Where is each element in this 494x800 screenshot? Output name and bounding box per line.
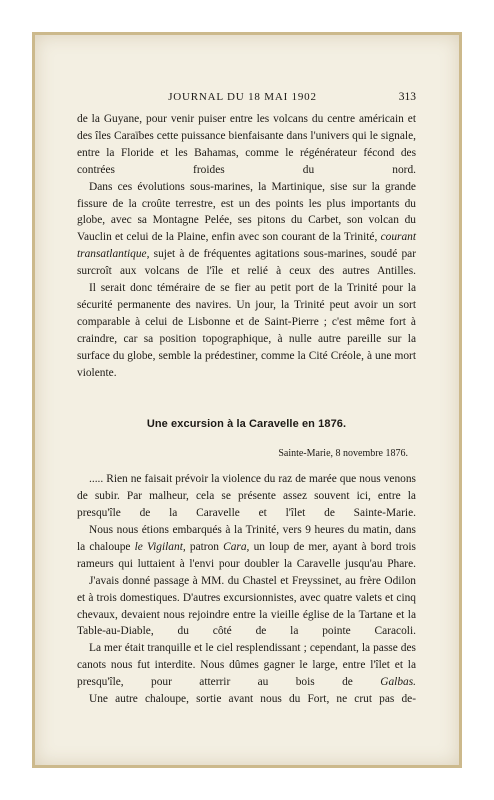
paragraph: de la Guyane, pour venir puiser entre les volcans du centre américain et des îles Caraïbes cette puissance bienfaisante dans l'univers qui le signale, entre la Floride et les Bahamas, comme le régénérateur fécond des contrées froides du nord. — [77, 113, 416, 176]
running-head — [69, 91, 416, 107]
paragraph-text: sujet à de fréquentes agitations sous-marines, soudé par surcroît aux volcans de l'île et relié à ceux des autres Antilles. — [77, 248, 416, 278]
body-text — [77, 111, 416, 708]
paragraph: J'avais donné passage à MM. du Chastel et Freyssinet, au frère Odilon et à trois domestiques. D'autres excursionnistes, avec quatre valets et cinq chevaux, devaient nous rejoindre entre la vieille église de la Tartane et la Table-au-Diable, du côté de la pointe Caracoli. — [77, 574, 416, 638]
paragraph-text: un loup de mer, ayant à bord trois rameurs qui luttaient à l'envi pour doubler la Caravelle jusqu'au Phare. — [77, 540, 416, 570]
dateline: Sainte-Marie, 8 novembre 1876. — [278, 448, 408, 460]
paragraph — [77, 522, 416, 573]
paragraph: Il serait donc téméraire de se fier au petit port de la Trinité pour la sécurité permanente des navires. Un jour, la Trinité peut avoir un sort comparable à celui de Lisbonne et de Saint-Pierre ; c'est même fort à craindre, car sa position topographique, à nulle autre pareille sur la surface du globe, semble la prédestiner, comme la Cité Créole, à une mort violente. — [77, 282, 416, 379]
paragraph-text: patron — [189, 540, 219, 553]
boat-name: le Vigilant, — [134, 540, 186, 553]
captain-name: Cara, — [223, 540, 250, 553]
running-title: JOURNAL DU 18 MAI 1902 — [168, 91, 317, 103]
section-title: Une excursion à la Caravelle en 1876. — [146, 417, 347, 430]
italic-text: courant transatlantique, — [77, 231, 416, 261]
place-name: Galbas. — [380, 676, 416, 689]
paragraph-text: La mer était tranquille et le ciel resplendissant ; cependant, la passe des canots nous fut interdite. Nous dûmes gagner le large, entre l'îlet et la presqu'île, pour atterrir au bois de — [77, 642, 416, 689]
page-number: 313 — [398, 91, 416, 103]
paragraph — [77, 640, 416, 691]
paragraph: ..... Rien ne faisait prévoir la violence du raz de marée que nous venons de subir. Par malheur, cela se présente assez souvent ici, entre la presqu'île de la Caravelle et l'îlet de Sainte-Marie. — [77, 473, 416, 520]
paragraph — [77, 179, 416, 280]
paragraph: Une autre chaloupe, sortie avant nous du Fort, ne crut pas de- — [89, 693, 416, 706]
paragraph-text: Dans ces évolutions sous-marines, la Martinique, sise sur la grande fissure de la croûte terrestre, est un des points les plus importants du globe, avec sa Montagne Pelée, ses pitons du Carbet, son volcan du Vauclin et celui de la Plaine, enfin avec son courant de la Trinité, — [77, 180, 416, 244]
paragraph-text: Nous nous étions embarqués à la Trinité, vers 9 heures du matin, dans la chaloupe — [77, 524, 416, 553]
